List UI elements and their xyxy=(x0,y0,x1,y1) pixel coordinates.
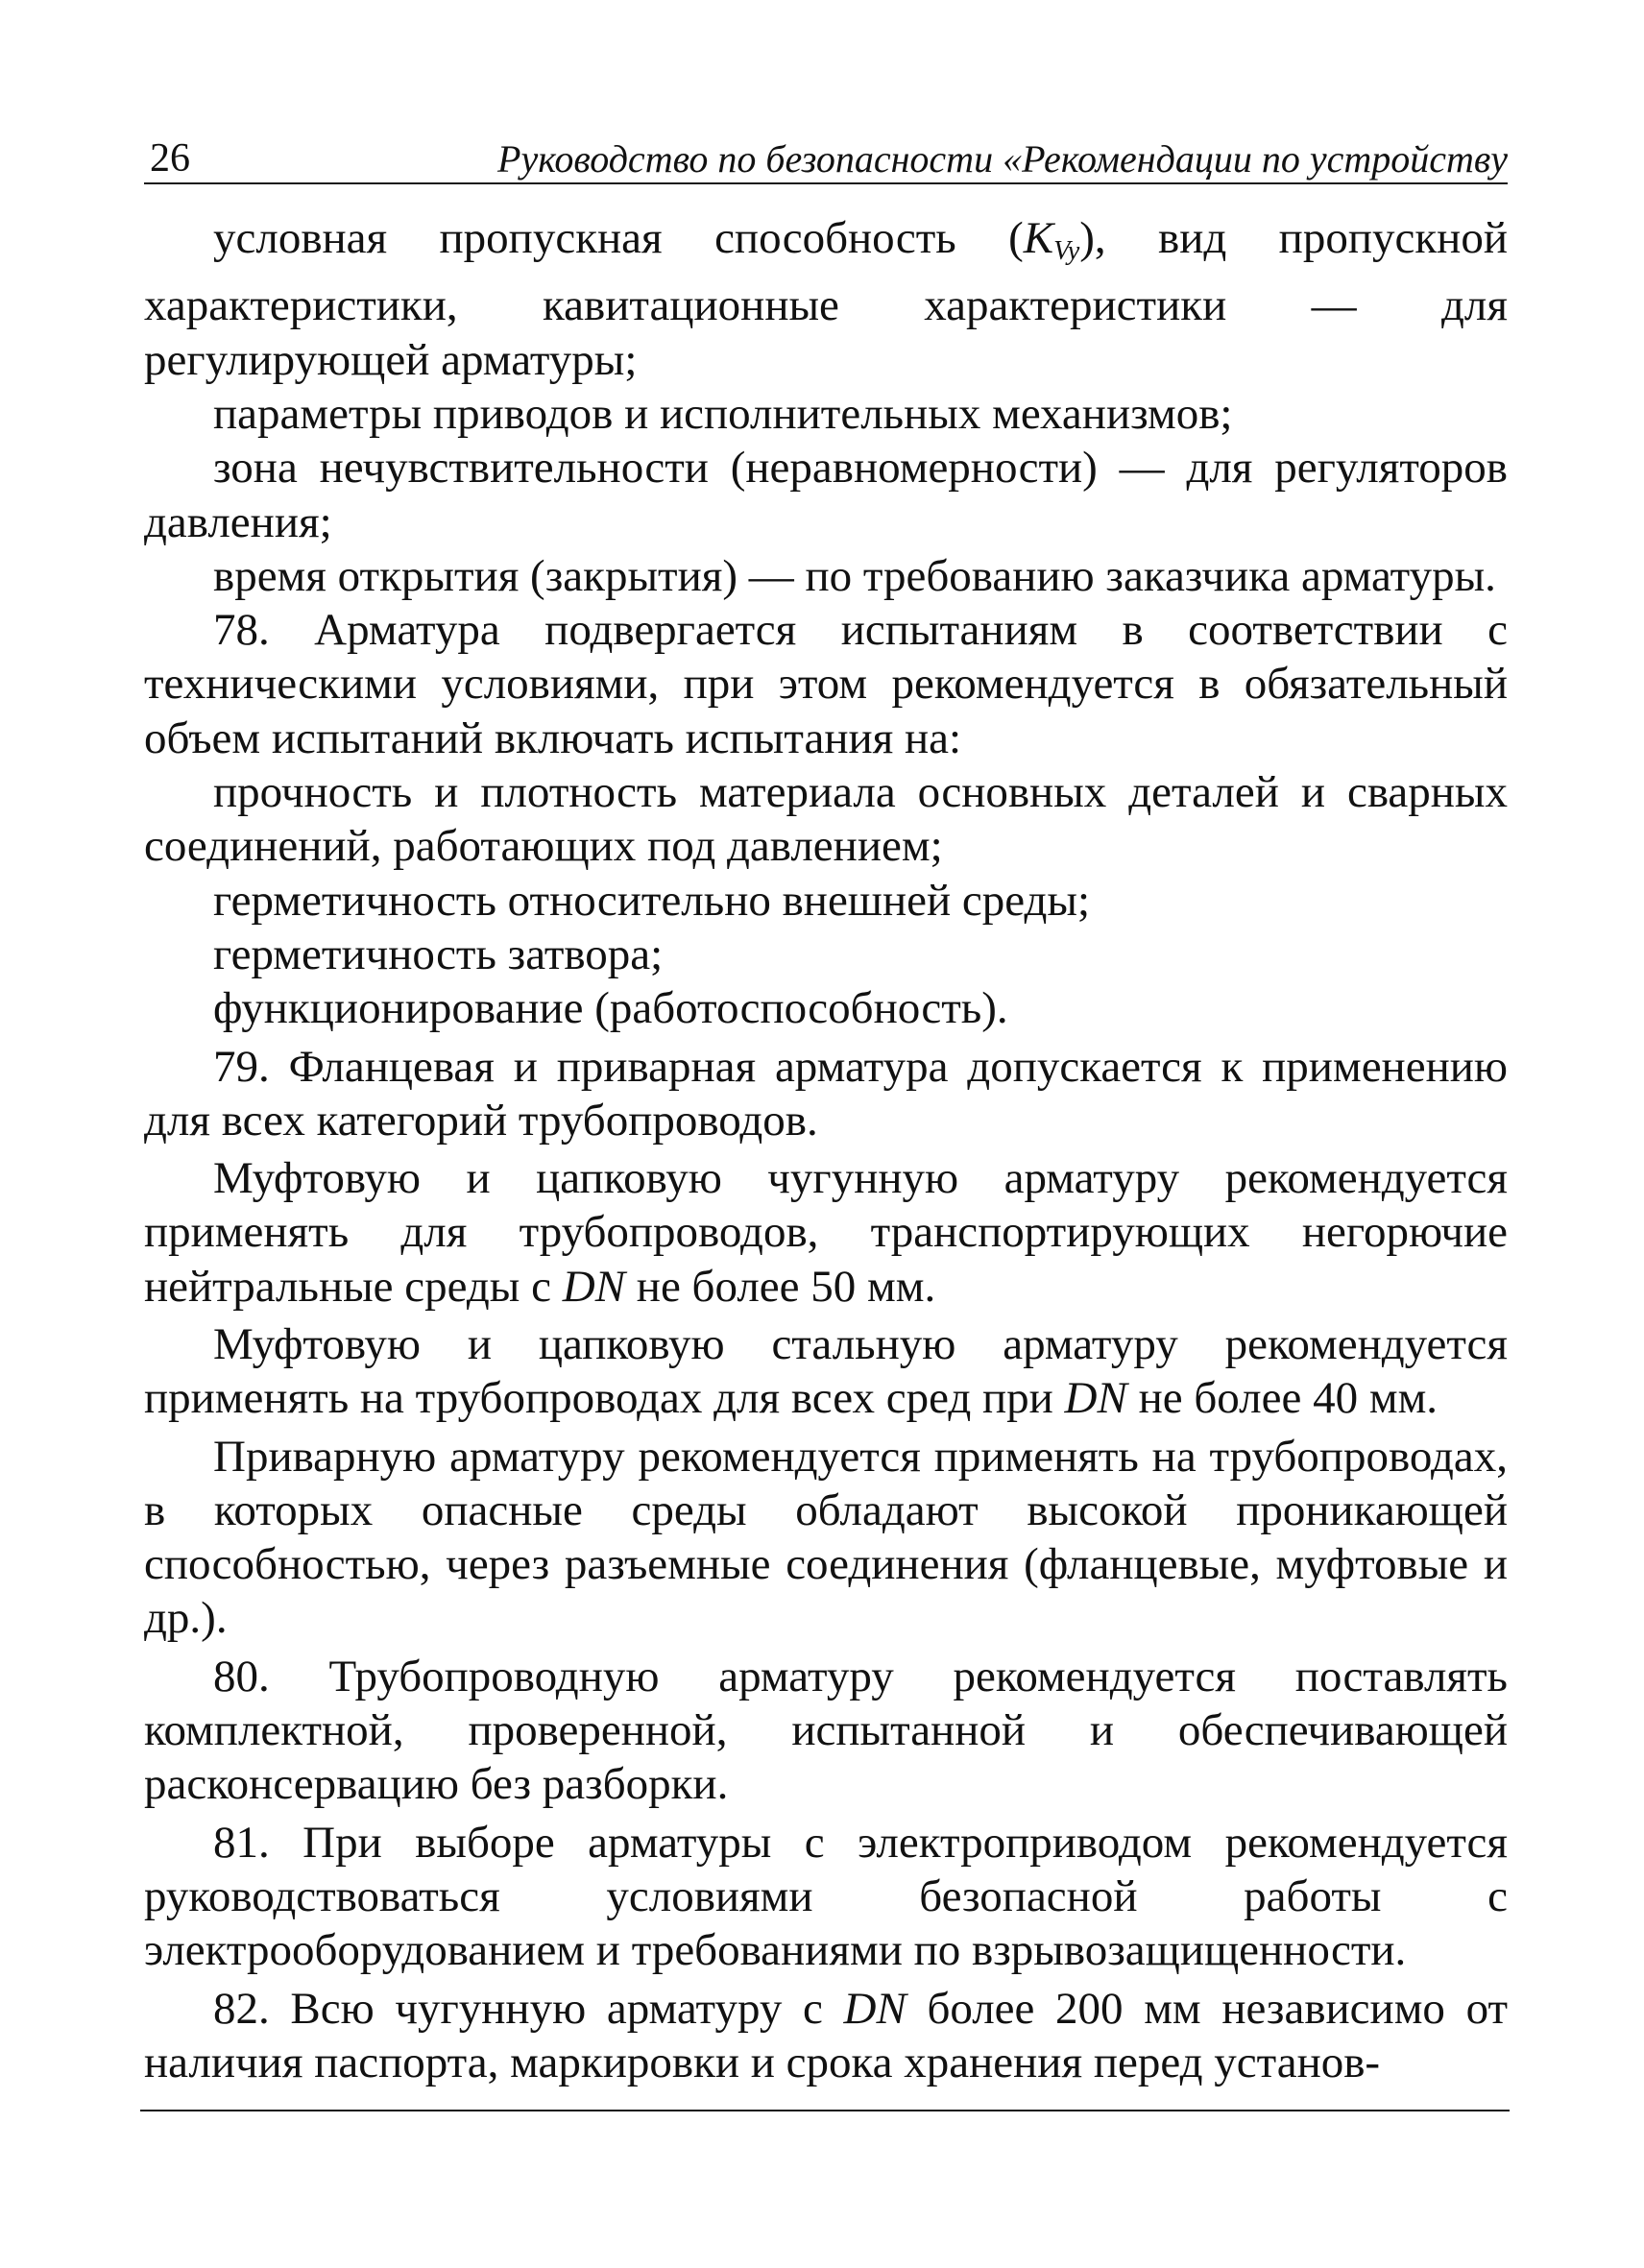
page-number: 26 xyxy=(150,136,190,181)
paragraph-79: 79. Фланцевая и приварная арматура допускается к применению для всех категорий трубопроводов. xyxy=(144,1041,1508,1146)
bottom-rule xyxy=(140,2110,1510,2111)
paragraph: параметры приводов и исполнительных механизмов; xyxy=(213,388,1233,439)
paragraph: Муфтовую и цапковую стальную арматуру рекомендуется применять на трубопроводах для всех сред при DN не более 40 мм. xyxy=(144,1318,1508,1424)
paragraph: Приварную арматуру рекомендуется применять на трубопроводах, в которых опасные среды обладают высокой проникающей способностью, через разъемные соединения (фланцевые, муфтовые и др.). xyxy=(144,1431,1508,1644)
dn-symbol: DN xyxy=(562,1261,626,1312)
paragraph: прочность и плотность материала основных деталей и сварных соединений, работающих под давлением; xyxy=(144,767,1508,872)
paragraph: время открытия (закрытия) — по требованию заказчика арматуры. xyxy=(213,550,1496,601)
paragraph: герметичность затвора; xyxy=(213,929,664,979)
paragraph-80: 80. Трубопроводную арматуру рекомендуется поставлять комплектной, проверенной, испытанной и обеспечивающей расконсервацию без разборки. xyxy=(144,1651,1508,1810)
paragraph: условная пропускная способность $(K_{Vy})$, вид пропускной характеристики, кавитационные характеристики — для регулирующей арматуры; xyxy=(144,213,1508,385)
paragraph-78: 78. Арматура подвергается испытаниям в соответствии с техническими условиями, при этом рекомендуется в обязательный объем испытаний включать испытания на: xyxy=(144,605,1508,763)
page-header xyxy=(144,133,1508,184)
k-symbol: K xyxy=(1023,213,1054,263)
paragraph: функционирование (работоспособность). xyxy=(213,983,1008,1034)
body-text xyxy=(144,211,1508,2089)
paragraph-81: 81. При выборе арматуры с электроприводом рекомендуется руководствоваться условиями безопасной работы с электрооборудованием и требованиями по взрывозащищенности. xyxy=(144,1817,1508,1976)
running-title: Руководство по безопасности «Рекомендации по устройству xyxy=(497,137,1508,181)
paragraph: зона нечувствительности (неравномерности) — для регуляторов давления; xyxy=(144,443,1508,547)
dn-symbol: DN xyxy=(1064,1373,1127,1424)
dn-symbol: DN xyxy=(843,1983,907,2034)
paragraph-82: 82. Всю чугунную арматуру с DN более 200 мм независимо от наличия паспорта, маркировки и срока хранения перед установ- xyxy=(144,1983,1508,2087)
paragraph: герметичность относительно внешней среды; xyxy=(213,875,1091,926)
k-subscript: Vy xyxy=(1053,236,1080,267)
paragraph: Муфтовую и цапковую чугунную арматуру рекомендуется применять для трубопроводов, транспортирующих негорючие нейтральные среды с DN не более 50 мм. xyxy=(144,1153,1508,1312)
